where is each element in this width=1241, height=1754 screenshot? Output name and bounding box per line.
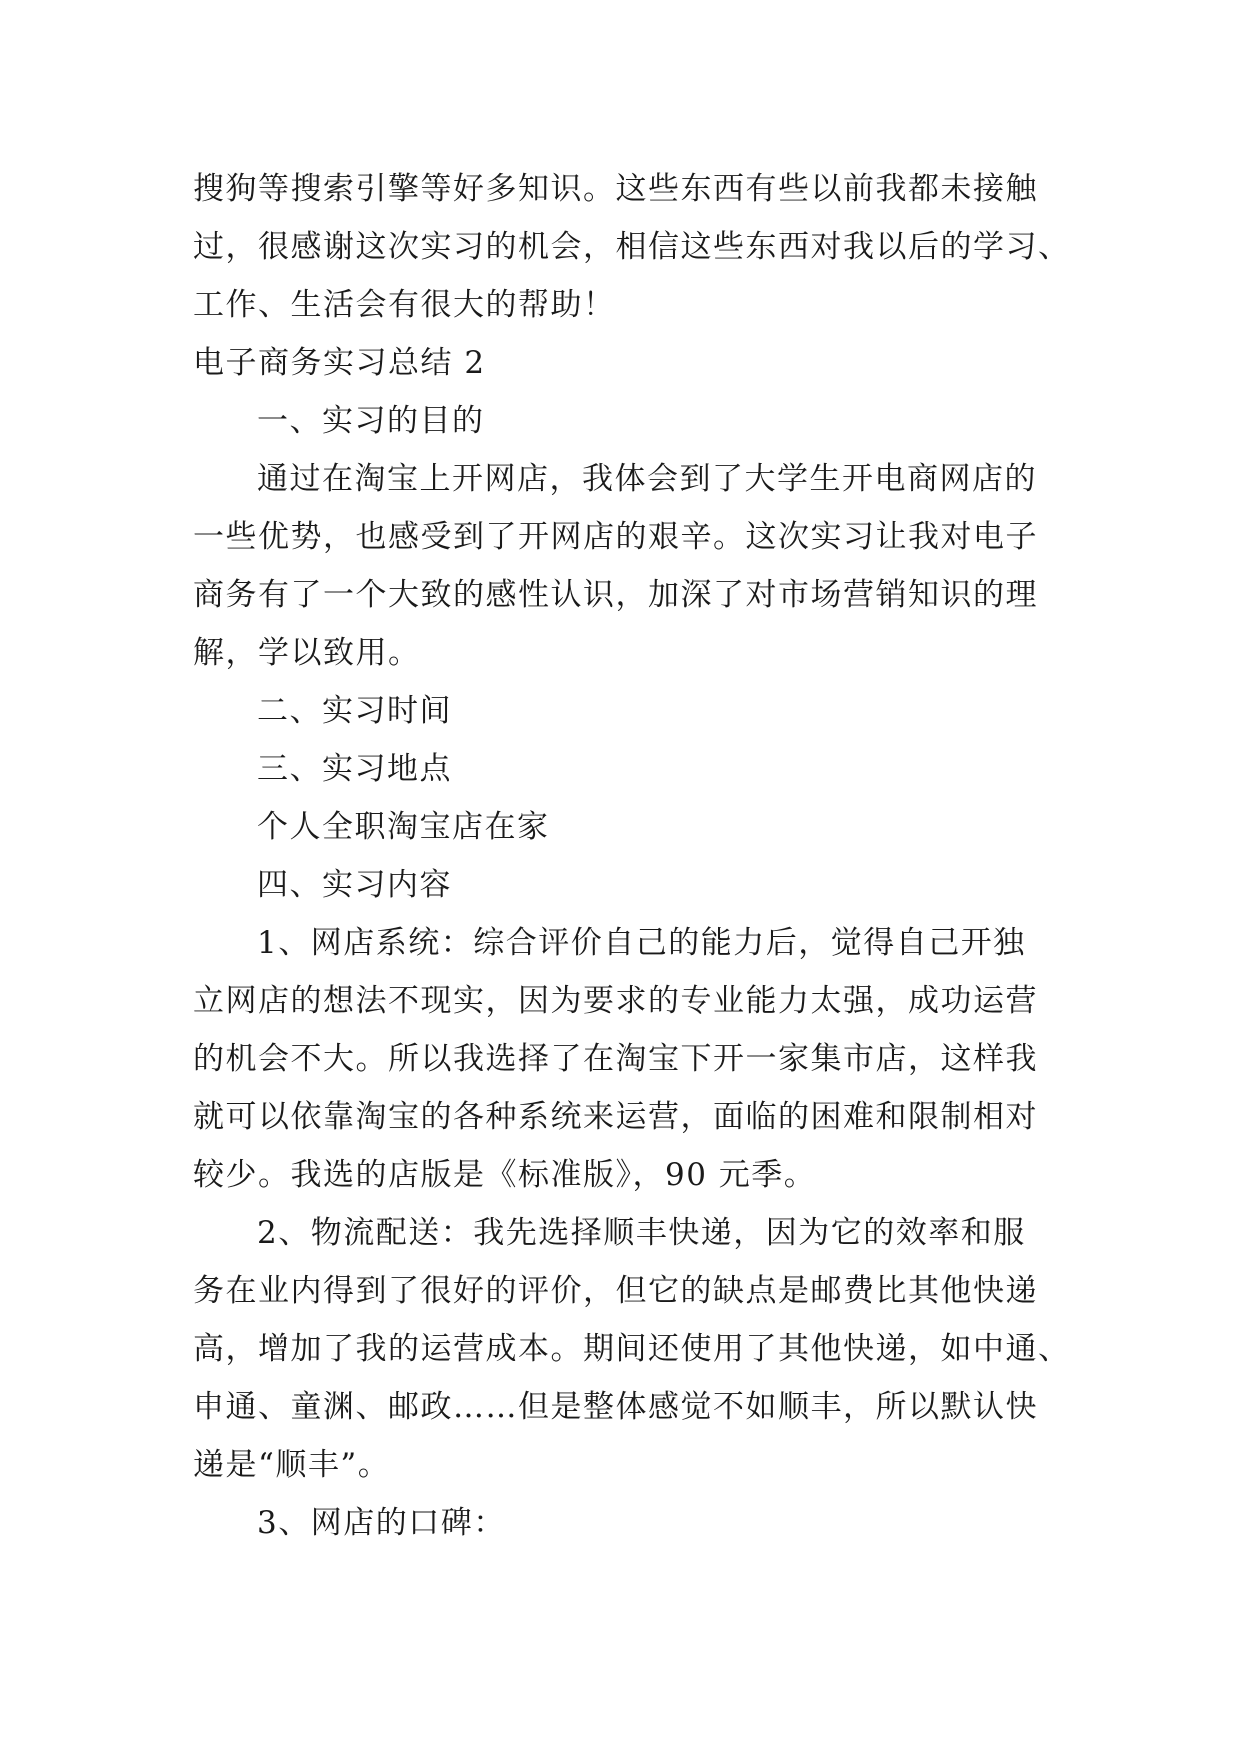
text-line: 1、网店系统：综合评价自己的能力后，觉得自己开独 <box>257 925 1026 961</box>
text-line: 申通、童渊、邮政……但是整体感觉不如顺丰，所以默认快 <box>193 1389 1038 1425</box>
text-line: 务在业内得到了很好的评价，但它的缺点是邮费比其他快递 <box>193 1273 1038 1309</box>
text-line: 一些优势，也感受到了开网店的艰辛。这次实习让我对电子 <box>193 519 1038 555</box>
text-line: 过，很感谢这次实习的机会，相信这些东西对我以后的学习、 <box>193 229 1071 265</box>
text-line: 立网店的想法不现实，因为要求的专业能力太强，成功运营 <box>193 983 1038 1019</box>
subheading-content: 四、实习内容 <box>257 867 452 903</box>
text-line: 2、物流配送：我先选择顺丰快递，因为它的效率和服 <box>257 1215 1026 1251</box>
subheading-location: 三、实习地点 <box>257 751 452 787</box>
text-line: 解，学以致用。 <box>193 635 421 671</box>
text-line: 的机会不大。所以我选择了在淘宝下开一家集市店，这样我 <box>193 1041 1038 1077</box>
text-line: 高，增加了我的运营成本。期间还使用了其他快递，如中通、 <box>193 1331 1071 1367</box>
subheading-time: 二、实习时间 <box>257 693 452 729</box>
text-line: 个人全职淘宝店在家 <box>257 809 550 845</box>
text-line: 3、网店的口碑： <box>257 1505 506 1541</box>
text-line: 工作、生活会有很大的帮助！ <box>193 287 616 323</box>
subheading-purpose: 一、实习的目的 <box>257 403 485 439</box>
text-line: 商务有了一个大致的感性认识，加深了对市场营销知识的理 <box>193 577 1038 613</box>
text-line: 通过在淘宝上开网店，我体会到了大学生开电商网店的 <box>257 461 1037 497</box>
document-page <box>193 160 1071 1552</box>
text-line: 较少。我选的店版是《标准版》，90 元季。 <box>193 1157 817 1193</box>
text-line: 就可以依靠淘宝的各种系统来运营，面临的困难和限制相对 <box>193 1099 1038 1135</box>
text-line: 搜狗等搜索引擎等好多知识。这些东西有些以前我都未接触 <box>193 171 1038 207</box>
text-line: 递是“顺丰”。 <box>193 1447 391 1483</box>
section-title: 电子商务实习总结 2 <box>193 345 486 381</box>
